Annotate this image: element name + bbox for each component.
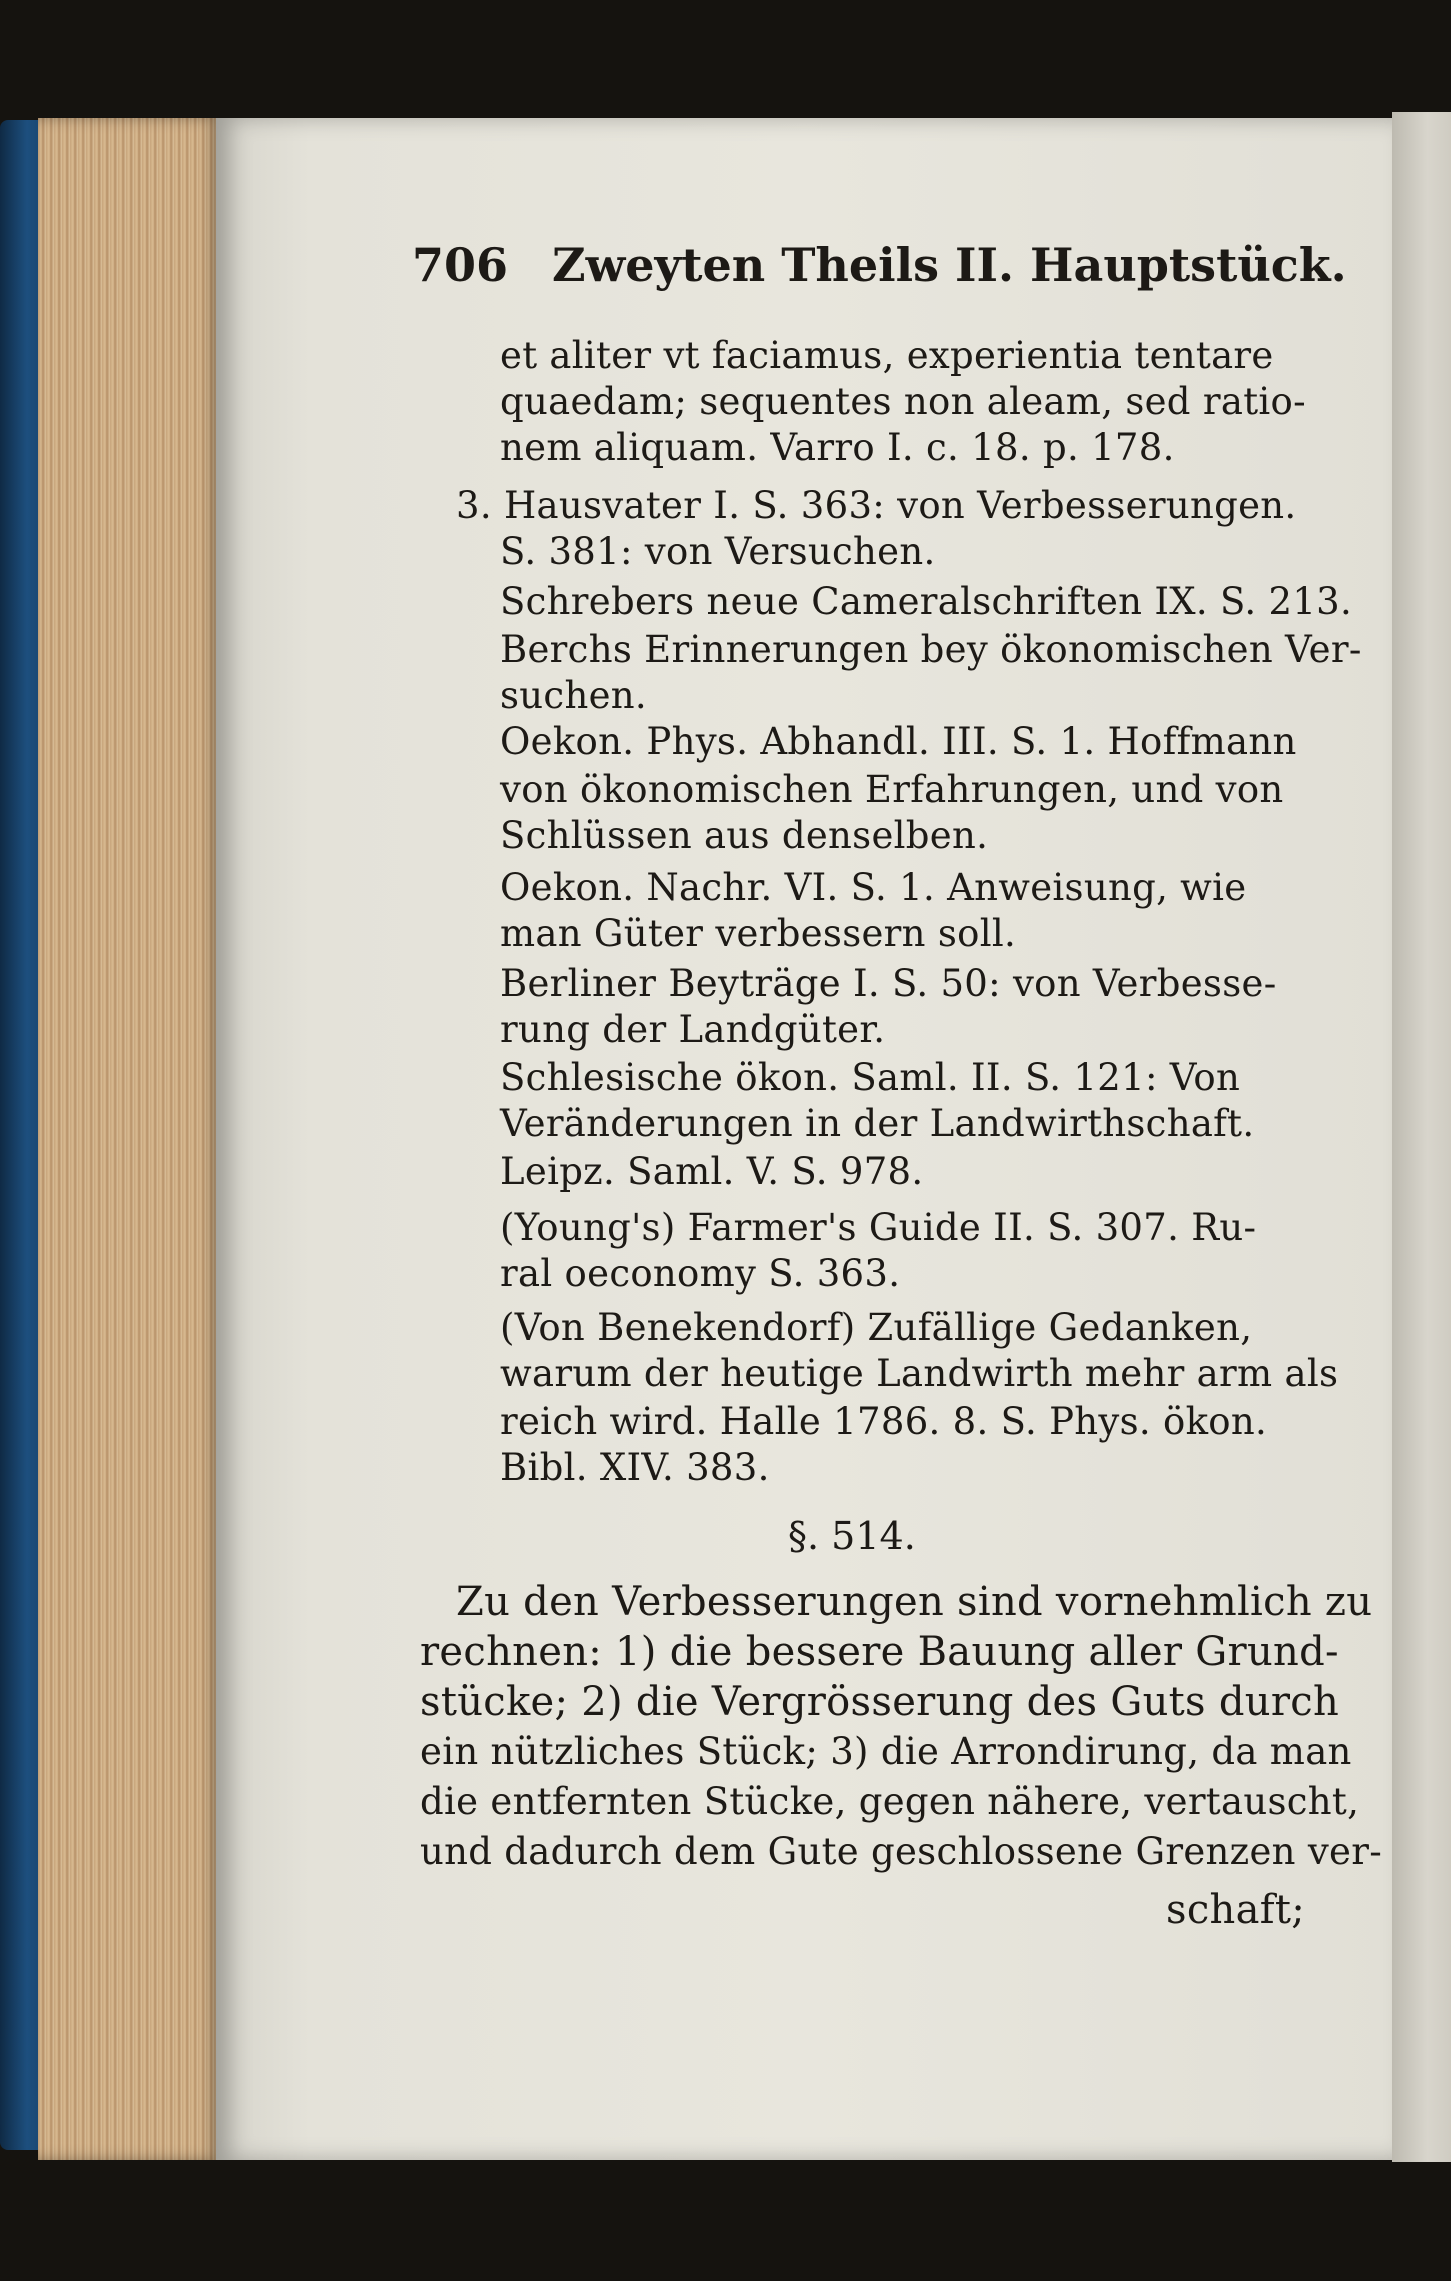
text-line: Schlesische ökon. Saml. II. S. 121: Von bbox=[500, 1056, 1241, 1099]
text-line: nem aliquam. Varro I. c. 18. p. 178. bbox=[500, 426, 1175, 469]
text-line: suchen. bbox=[500, 674, 647, 717]
text-line: Veränderungen in der Landwirthschaft. bbox=[500, 1102, 1255, 1145]
text-line: rung der Landgüter. bbox=[500, 1008, 886, 1051]
text-line: Berliner Beyträge I. S. 50: von Verbesse- bbox=[500, 962, 1277, 1005]
page-header bbox=[412, 238, 1347, 292]
text-line: et aliter vt faciamus, experientia tentare bbox=[500, 334, 1274, 377]
text-line: von ökonomischen Erfahrungen, und von bbox=[500, 768, 1284, 811]
page-number: 706 bbox=[412, 238, 509, 292]
section-mark: §. 514. bbox=[788, 1514, 916, 1558]
text-line: 3. Hausvater I. S. 363: von Verbesserungen. bbox=[456, 484, 1297, 527]
text-line: (Von Benekendorf) Zufällige Gedanken, bbox=[500, 1306, 1253, 1349]
running-title: Zweyten Theils II. Hauptstück. bbox=[552, 238, 1347, 292]
body-line: und dadurch dem Gute geschlossene Grenzen ver- bbox=[420, 1830, 1383, 1873]
text-line: Schrebers neue Cameralschriften IX. S. 213. bbox=[500, 580, 1353, 623]
text-line: warum der heutige Landwirth mehr arm als bbox=[500, 1352, 1339, 1395]
text-line: Oekon. Phys. Abhandl. III. S. 1. Hoffmann bbox=[500, 720, 1297, 763]
text-line: Leipz. Saml. V. S. 978. bbox=[500, 1150, 924, 1193]
text-line: ral oeconomy S. 363. bbox=[500, 1252, 901, 1295]
body-line: rechnen: 1) die bessere Bauung aller Grund- bbox=[420, 1629, 1339, 1675]
body-line: die entfernten Stücke, gegen nähere, vertauscht, bbox=[420, 1780, 1360, 1823]
text-line: Schlüssen aus denselben. bbox=[500, 814, 989, 857]
text-line: S. 381: von Versuchen. bbox=[500, 530, 936, 573]
text-line: quaedam; sequentes non aleam, sed ratio- bbox=[500, 380, 1306, 423]
body-line: ein nützliches Stück; 3) die Arrondirung, da man bbox=[420, 1730, 1352, 1773]
text-line: Oekon. Nachr. VI. S. 1. Anweisung, wie bbox=[500, 866, 1247, 909]
text-line: Berchs Erinnerungen bey ökonomischen Ver- bbox=[500, 628, 1362, 671]
text-line: (Young's) Farmer's Guide II. S. 307. Ru- bbox=[500, 1206, 1257, 1249]
text-line: Bibl. XIV. 383. bbox=[500, 1446, 770, 1489]
body-line: stücke; 2) die Vergrösserung des Guts durch bbox=[420, 1679, 1340, 1725]
body-line: Zu den Verbesserungen sind vornehmlich zu bbox=[456, 1579, 1373, 1625]
catchword: schaft; bbox=[1166, 1887, 1305, 1933]
text-line: reich wird. Halle 1786. 8. S. Phys. ökon. bbox=[500, 1400, 1268, 1443]
text-line: man Güter verbessern soll. bbox=[500, 912, 1017, 955]
